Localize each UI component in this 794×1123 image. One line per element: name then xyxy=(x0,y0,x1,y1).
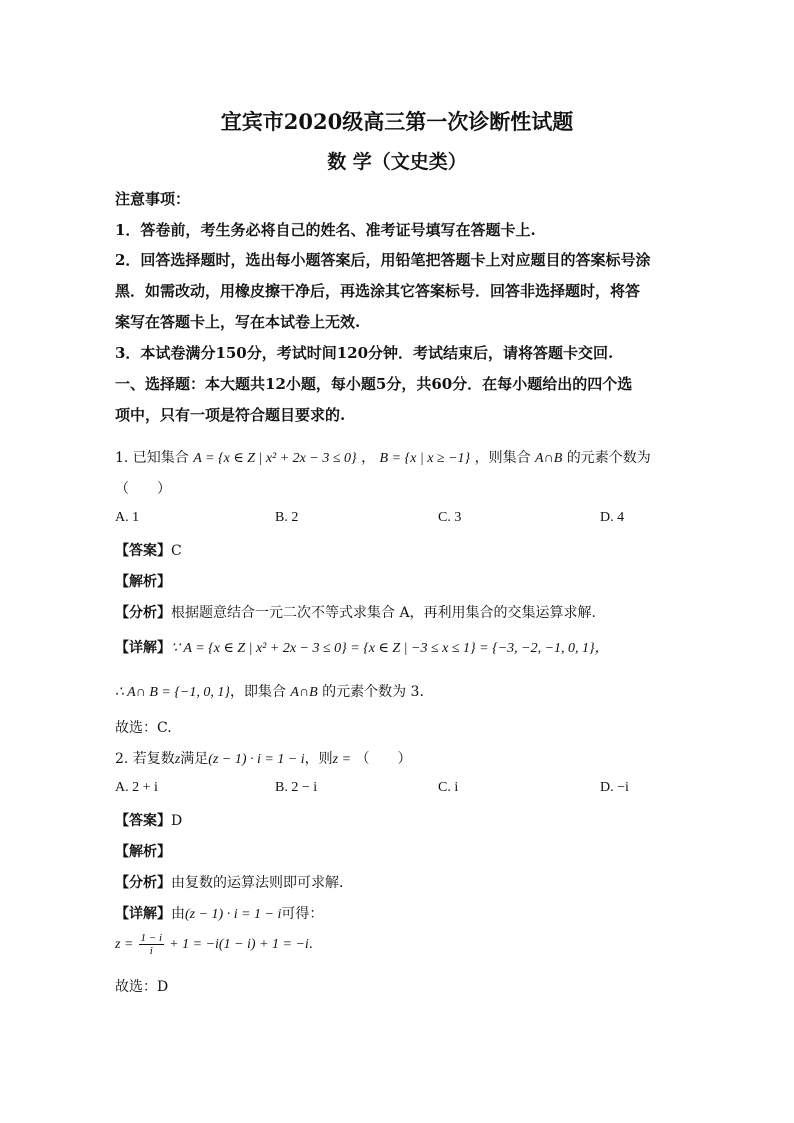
question-1-detail-2 xyxy=(115,681,424,701)
question-2-z: z xyxy=(174,752,181,767)
question-1-fenxi xyxy=(115,602,596,622)
question-2-stem xyxy=(115,748,412,768)
question-1-detail xyxy=(115,637,609,657)
question-1-set-b: B = {x | x ≥ −1} xyxy=(379,451,471,466)
detail-2-expr-2: A∩B xyxy=(290,685,318,700)
question-1-stem xyxy=(115,447,651,467)
detail-post: 可得： xyxy=(281,906,324,922)
notes-heading: 注意事项： xyxy=(115,190,191,208)
note-item-1: 1．答卷前，考生务必将自己的姓名、准考证号填写在答题卡上. xyxy=(115,221,536,239)
question-2-option-b[interactable]: B. 2 − i xyxy=(275,780,318,795)
question-2-choose: 故选：D xyxy=(115,979,169,995)
answer-tag: 【答案】 xyxy=(115,543,171,559)
question-2-paren: （ ） xyxy=(355,751,412,767)
detail-2-expr: ∴ A∩ B = {−1, 0, 1} xyxy=(115,685,230,700)
question-2-cond: (z − 1) · i = 1 − i xyxy=(208,752,305,767)
detail-2-suffix: 的元素个数为 3. xyxy=(322,684,424,700)
question-1-option-b[interactable]: B. 2 xyxy=(275,510,299,525)
question-1-option-a[interactable]: A. 1 xyxy=(115,510,140,525)
fenxi-text: 由复数的运算法则即可求解. xyxy=(171,875,344,891)
question-1-sep: ， xyxy=(361,450,376,466)
detail-tag: 【详解】 xyxy=(115,640,171,656)
question-1-set-a: A = {x ∈ Z | x² + 2x − 3 ≤ 0} xyxy=(193,451,357,466)
answer-tag: 【答案】 xyxy=(115,813,171,829)
question-1-option-d[interactable]: D. 4 xyxy=(600,510,625,525)
calc-end: . xyxy=(308,937,313,952)
calc-denominator: i xyxy=(149,945,153,957)
question-2-option-a[interactable]: A. 2 + i xyxy=(115,780,158,795)
question-1-mid: ，则集合 xyxy=(474,450,531,466)
page-subtitle: 数 学（文史类） xyxy=(327,151,467,173)
question-2-calculation xyxy=(115,932,313,957)
question-1-prefix: 1. 已知集合 xyxy=(115,450,189,466)
calc-lhs: z = xyxy=(115,937,134,952)
page-title: 宜宾市2020级高三第一次诊断性试题 xyxy=(220,109,574,134)
note-item-2-line-1: 2．回答选择题时，选出每小题答案后，用铅笔把答题卡上对应题目的答案标号涂 xyxy=(115,251,651,269)
fenxi-text: 根据题意结合一元二次不等式求集合 A，再利用集合的交集运算求解. xyxy=(171,605,597,621)
detail-tag: 【详解】 xyxy=(115,906,171,922)
section-heading-line-2: 项中，只有一项是符合题目要求的. xyxy=(115,406,346,424)
detail-pre: 由 xyxy=(171,906,185,922)
analysis-tag: 【解析】 xyxy=(115,844,171,860)
answer-value: D xyxy=(171,813,183,829)
question-2-option-d[interactable]: D. −i xyxy=(600,780,629,795)
note-item-2-line-3: 案写在答题卡上，写在本试卷上无效. xyxy=(115,313,361,331)
question-1-answer xyxy=(115,540,182,560)
question-2-mid: 满足 xyxy=(180,751,209,767)
note-item-3: 3．本试卷满分150分，考试时间120分钟．考试结束后，请将答题卡交回. xyxy=(115,344,614,362)
detail-expr: (z − 1) · i = 1 − i xyxy=(185,907,282,922)
question-1-choose: 故选：C. xyxy=(115,720,172,736)
analysis-tag: 【解析】 xyxy=(115,574,171,590)
question-1-paren: （ ） xyxy=(115,481,171,497)
answer-value: C xyxy=(171,543,182,559)
calc-numerator: 1 − i xyxy=(140,932,163,944)
question-1-expr: A∩B xyxy=(535,451,563,466)
detail-text: ∵ A = {x ∈ Z | x² + 2x − 3 ≤ 0} = {x ∈ Z | −3 ≤ x ≤ 1} = {−3, −2, −1, 0, 1}， xyxy=(171,641,609,656)
calc-fraction xyxy=(139,932,164,957)
question-2-fenxi xyxy=(115,872,343,892)
fenxi-tag: 【分析】 xyxy=(115,875,171,891)
question-2-prefix: 2. 若复数 xyxy=(115,751,175,767)
question-2-option-c[interactable]: C. i xyxy=(438,780,459,795)
question-2-detail xyxy=(115,903,323,923)
fenxi-tag: 【分析】 xyxy=(115,605,171,621)
detail-2-mid: ，即集合 xyxy=(229,684,286,700)
section-heading-line-1: 一、选择题：本大题共12小题，每小题5分，共60分．在每小题给出的四个选 xyxy=(115,375,633,393)
question-2-mid2: ，则 xyxy=(304,751,333,767)
question-1-suffix: 的元素个数为 xyxy=(566,450,651,466)
question-2-answer xyxy=(115,810,182,830)
question-2-ask: z = xyxy=(332,752,352,767)
note-item-2-line-2: 黑．如需改动，用橡皮擦干净后，再选涂其它答案标号．回答非选择题时，将答 xyxy=(115,282,641,300)
calc-rest: + 1 = −i(1 − i) + 1 = −i xyxy=(169,937,309,952)
question-1-option-c[interactable]: C. 3 xyxy=(438,510,462,525)
